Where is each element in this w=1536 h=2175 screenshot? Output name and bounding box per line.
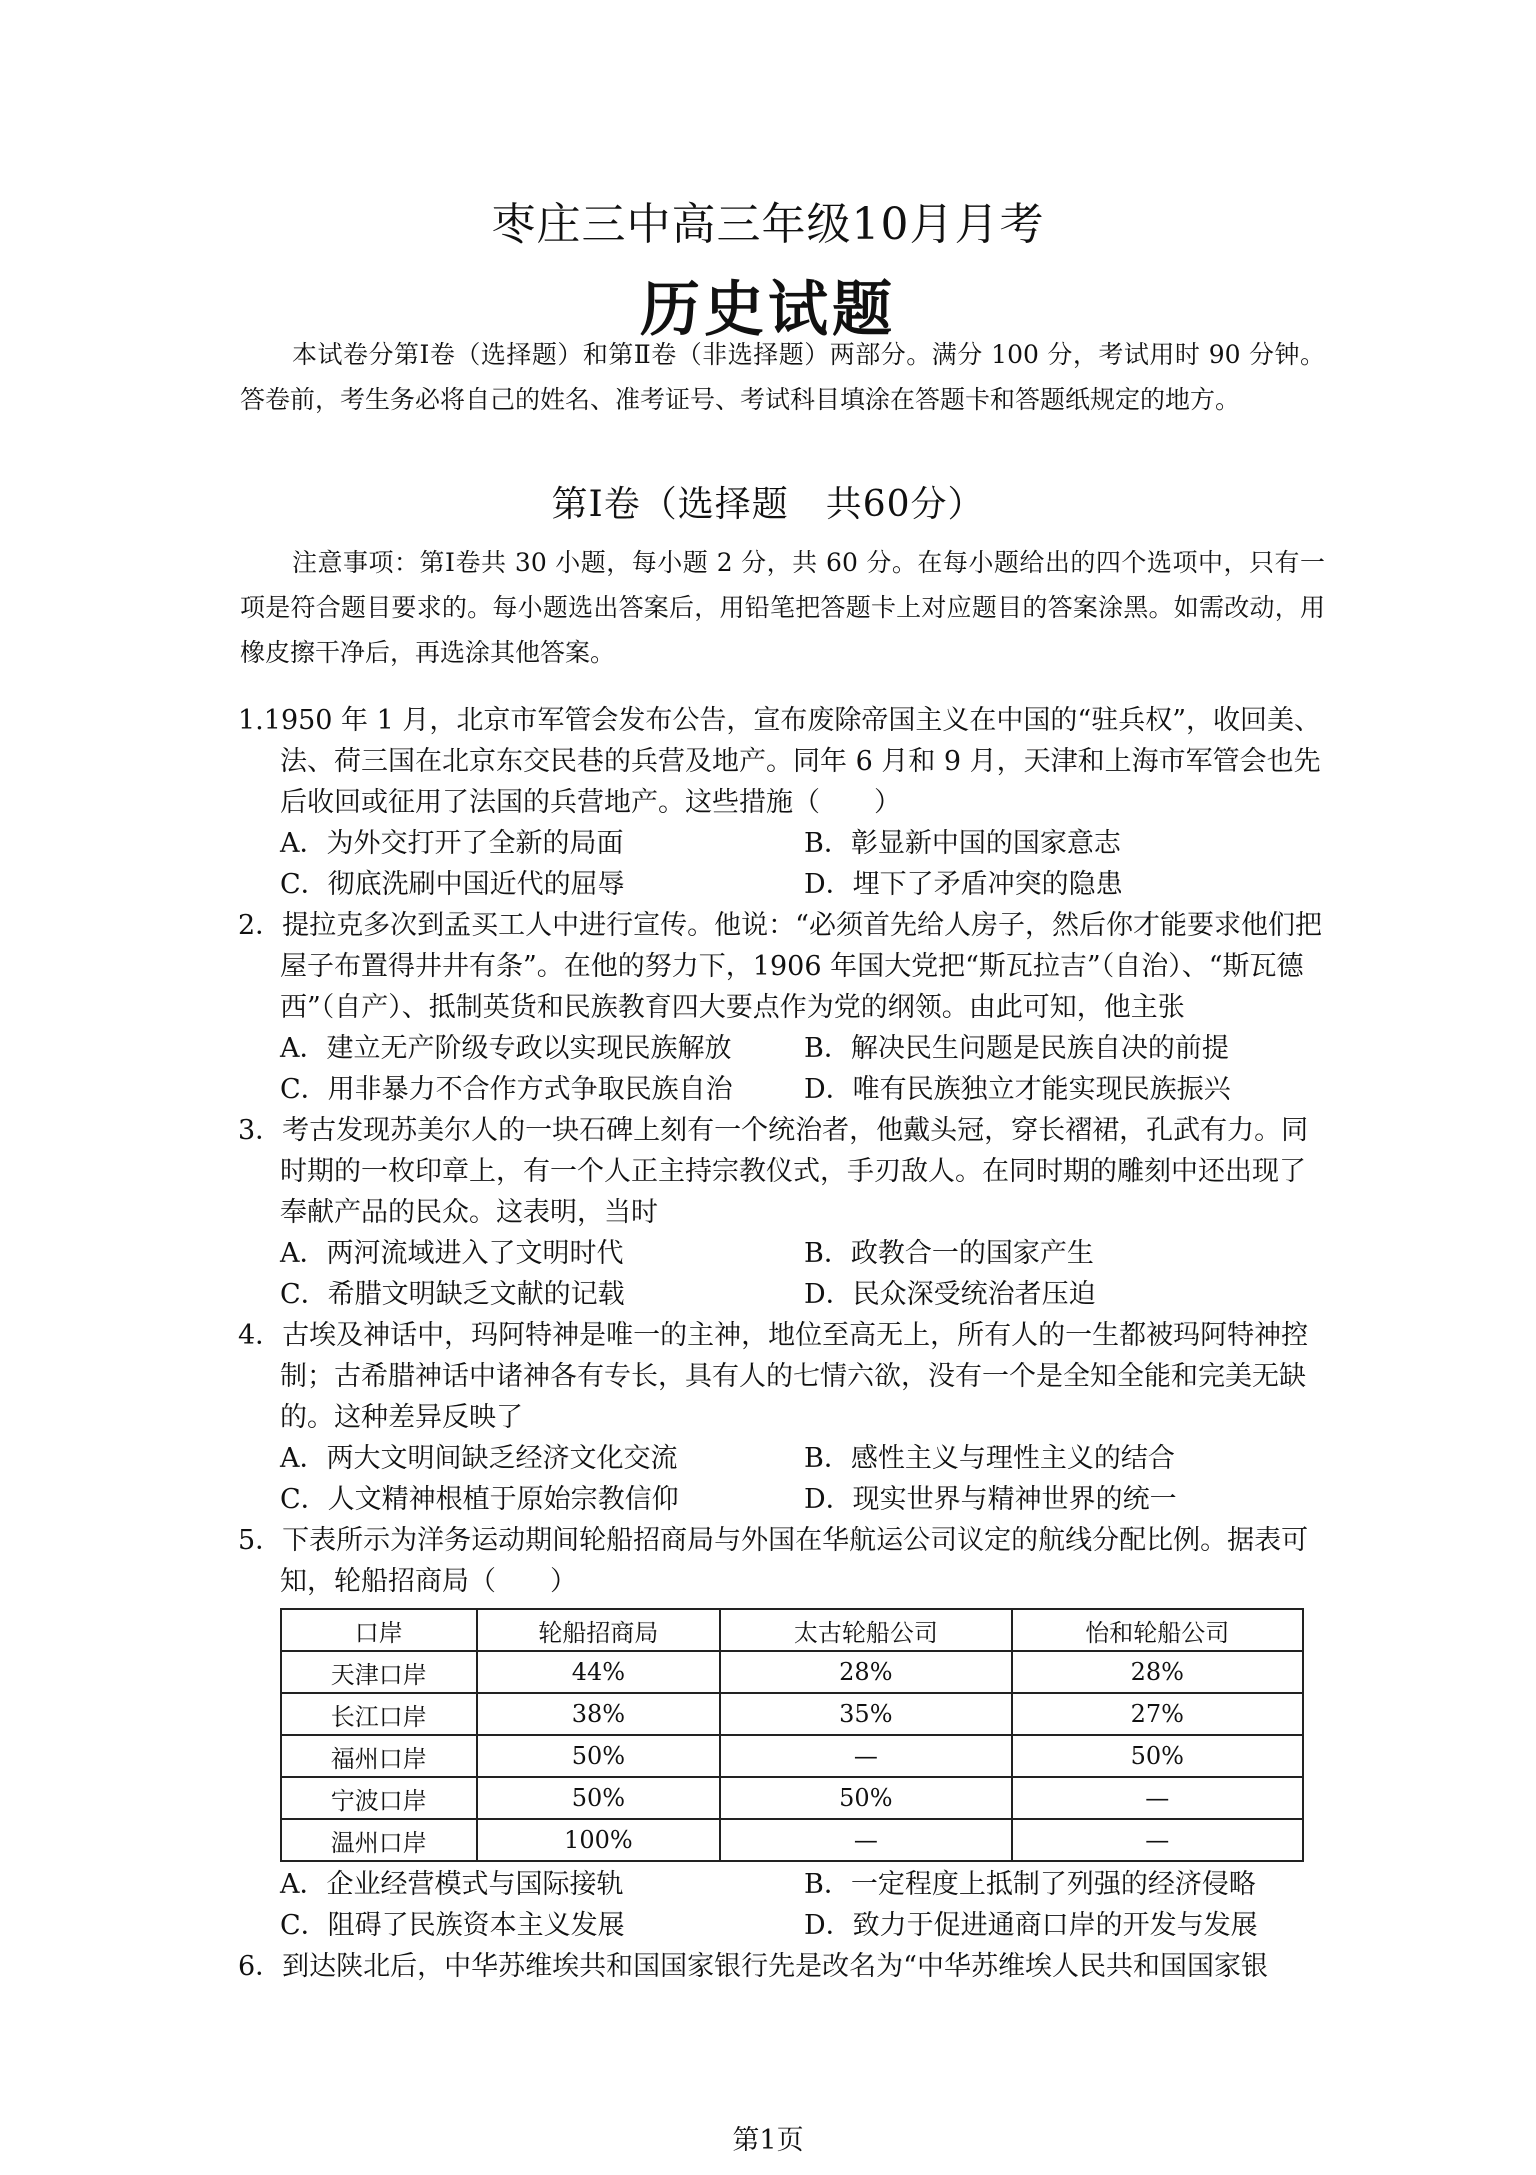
question-item bbox=[238, 1315, 1330, 1520]
option-b: B．一定程度上抵制了列强的经济侵略 bbox=[804, 1869, 1256, 1900]
table-row bbox=[281, 1693, 1303, 1735]
table-cell: 38% bbox=[477, 1693, 721, 1735]
table-cell: — bbox=[720, 1735, 1011, 1777]
option-a: A．为外交打开了全新的局面 bbox=[280, 828, 624, 859]
question-stem: 5．下表所示为洋务运动期间轮船招商局与外国在华航运公司议定的航线分配比例。据表可知，轮船招商局（ ） bbox=[238, 1525, 1309, 1597]
question-stem: 6．到达陕北后，中华苏维埃共和国国家银行先是改名为“中华苏维埃人民共和国国家银 bbox=[238, 1951, 1268, 1982]
table-cell: — bbox=[1012, 1819, 1303, 1861]
table-cell: — bbox=[720, 1819, 1011, 1861]
question-list bbox=[238, 700, 1330, 1987]
shipping-route-table bbox=[280, 1608, 1304, 1862]
option-d: D．埋下了矛盾冲突的隐患 bbox=[804, 869, 1123, 900]
table-cell: 28% bbox=[1012, 1651, 1303, 1693]
option-a: A．企业经营模式与国际接轨 bbox=[280, 1869, 624, 1900]
option-c: C．彻底洗刷中国近代的屈辱 bbox=[280, 869, 625, 900]
option-a: A．两河流域进入了文明时代 bbox=[280, 1238, 624, 1269]
option-c: C．希腊文明缺乏文献的记载 bbox=[280, 1279, 625, 1310]
option-c: C．用非暴力不合作方式争取民族自治 bbox=[280, 1074, 733, 1105]
table-cell: 50% bbox=[477, 1735, 721, 1777]
question-stem: 4．古埃及神话中，玛阿特神是唯一的主神，地位至高无上，所有人的一生都被玛阿特神控制；古希腊神话中诸神各有专长，具有人的七情六欲，没有一个是全知全能和完美无缺的。这种差异反映了 bbox=[238, 1320, 1309, 1433]
table-cell: 长江口岸 bbox=[281, 1693, 477, 1735]
question-stem: 2．提拉克多次到孟买工人中进行宣传。他说：“必须首先给人房子，然后你才能要求他们把屋子布置得井井有条”。在他的努力下，1906 年国大党把“斯瓦拉吉”（自治）、“斯瓦德西”（自产）、抵制英货和民族教育四大要点作为党的纲领。由此可知，他主张 bbox=[238, 910, 1322, 1023]
table-header-cell: 轮船招商局 bbox=[477, 1609, 721, 1651]
table-cell: 100% bbox=[477, 1819, 721, 1861]
option-b: B．解决民生问题是民族自决的前提 bbox=[804, 1033, 1229, 1064]
table-header-cell: 怡和轮船公司 bbox=[1012, 1609, 1303, 1651]
table-header-row bbox=[281, 1609, 1303, 1651]
option-d: D．致力于促进通商口岸的开发与发展 bbox=[804, 1910, 1258, 1941]
exam-instructions bbox=[240, 332, 1325, 422]
instructions-paragraph: 本试卷分第Ⅰ卷（选择题）和第Ⅱ卷（非选择题）两部分。满分 100 分，考试用时 90 分钟。答卷前，考生务必将自己的姓名、准考证号、考试科目填涂在答题卡和答题纸规定的地方。 bbox=[240, 340, 1325, 414]
section-heading: 第Ⅰ卷（选择题 共60分） bbox=[551, 484, 985, 525]
question-item bbox=[238, 1520, 1330, 1946]
table-row bbox=[281, 1735, 1303, 1777]
table-row bbox=[281, 1819, 1303, 1861]
table-header-cell: 太古轮船公司 bbox=[720, 1609, 1011, 1651]
question-stem: 1.1950 年 1 月，北京市军管会发布公告，宣布废除帝国主义在中国的“驻兵权”，收回美、法、荷三国在北京东交民巷的兵营及地产。同年 6 月和 9 月，天津和上海市军管会也先后收回或征用了法国的兵营地产。这些措施（ ） bbox=[238, 705, 1322, 818]
option-b: B．感性主义与理性主义的结合 bbox=[804, 1443, 1175, 1474]
table-cell: 天津口岸 bbox=[281, 1651, 477, 1693]
table-cell: 27% bbox=[1012, 1693, 1303, 1735]
question-item bbox=[238, 1946, 1330, 1987]
option-a: A．建立无产阶级专政以实现民族解放 bbox=[280, 1033, 732, 1064]
table-row bbox=[281, 1777, 1303, 1819]
option-c: C．人文精神根植于原始宗教信仰 bbox=[280, 1484, 679, 1515]
option-b: B．政教合一的国家产生 bbox=[804, 1238, 1094, 1269]
table-cell: 50% bbox=[477, 1777, 721, 1819]
option-c: C．阻碍了民族资本主义发展 bbox=[280, 1910, 625, 1941]
option-b: B．彰显新中国的国家意志 bbox=[804, 828, 1121, 859]
question-item bbox=[238, 905, 1330, 1110]
option-d: D．唯有民族独立才能实现民族振兴 bbox=[804, 1074, 1231, 1105]
option-a: A．两大文明间缺乏经济文化交流 bbox=[280, 1443, 678, 1474]
page-number: 第1页 bbox=[732, 2125, 804, 2156]
section-notice bbox=[240, 540, 1325, 675]
table-cell: 50% bbox=[720, 1777, 1011, 1819]
table-row bbox=[281, 1651, 1303, 1693]
table-header-cell: 口岸 bbox=[281, 1609, 477, 1651]
table-cell: 44% bbox=[477, 1651, 721, 1693]
table-cell: 35% bbox=[720, 1693, 1011, 1735]
notice-paragraph: 注意事项：第Ⅰ卷共 30 小题，每小题 2 分，共 60 分。在每小题给出的四个选项中，只有一项是符合题目要求的。每小题选出答案后，用铅笔把答题卡上对应题目的答案涂黑。如需改动，用橡皮擦干净后，再选涂其他答案。 bbox=[240, 548, 1325, 667]
option-d: D．现实世界与精神世界的统一 bbox=[804, 1484, 1177, 1515]
option-d: D．民众深受统治者压迫 bbox=[804, 1279, 1096, 1310]
question-item bbox=[238, 700, 1330, 905]
table-cell: 宁波口岸 bbox=[281, 1777, 477, 1819]
table-cell: 温州口岸 bbox=[281, 1819, 477, 1861]
table-cell: 福州口岸 bbox=[281, 1735, 477, 1777]
question-item bbox=[238, 1110, 1330, 1315]
table-cell: — bbox=[1012, 1777, 1303, 1819]
subject-title: 历史试题 bbox=[640, 275, 896, 345]
table-cell: 28% bbox=[720, 1651, 1011, 1693]
question-stem: 3．考古发现苏美尔人的一块石碑上刻有一个统治者，他戴头冠，穿长褶裙，孔武有力。同时期的一枚印章上，有一个人正主持宗教仪式，手刃敌人。在同时期的雕刻中还出现了奉献产品的民众。这表明，当时 bbox=[238, 1115, 1309, 1228]
exam-title: 枣庄三中高三年级10月月考 bbox=[491, 199, 1045, 250]
table-cell: 50% bbox=[1012, 1735, 1303, 1777]
